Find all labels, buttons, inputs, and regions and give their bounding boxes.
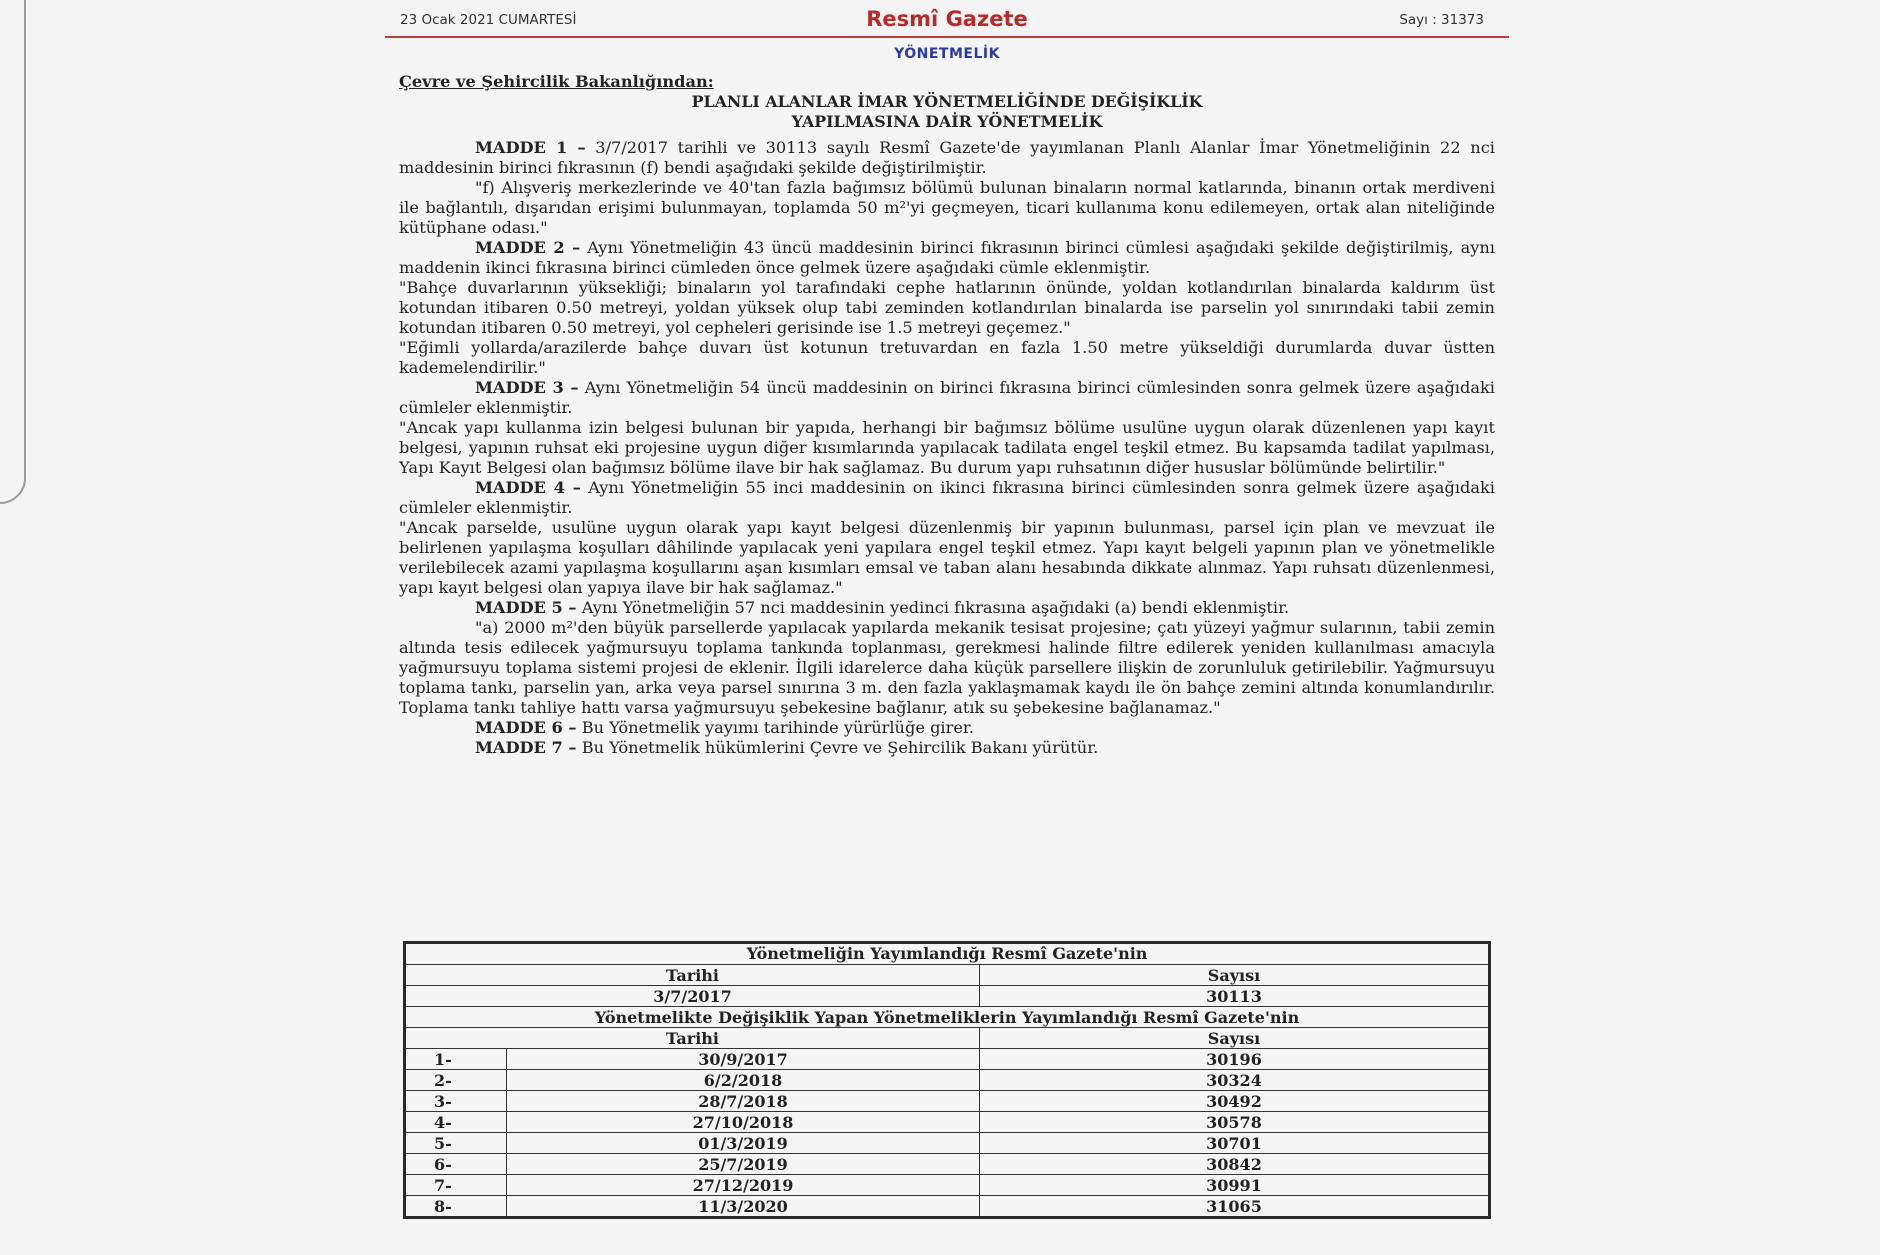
table-row bbox=[405, 1091, 1490, 1112]
article-3 bbox=[399, 378, 1495, 418]
table-cell-no: 4- bbox=[405, 1112, 507, 1133]
table-row bbox=[405, 1112, 1490, 1133]
table-cell-no: 8- bbox=[405, 1196, 507, 1218]
table-row bbox=[405, 1049, 1490, 1070]
table-cell-number: 31065 bbox=[980, 1196, 1490, 1218]
table-cell-orig-number: 30113 bbox=[980, 986, 1490, 1007]
article-2-quote-2: "Eğimli yollarda/arazilerde bahçe duvarı üst kotunun tretuvardan en fazla 1.50 metre yükseldiği durumlarda duvar üstten kademelendirilir." bbox=[399, 338, 1495, 377]
article-2-text: Aynı Yönetmeliğin 43 üncü maddesinin birinci fıkrasının birinci cümlesi aşağıdaki şekilde değiştirilmiş, aynı maddenin ikinci fıkrasına birinci cümleden önce gelmek üzere aşağıdaki cümle eklenmiştir. bbox=[399, 238, 1495, 277]
table-col-date-2: Tarihi bbox=[405, 1028, 980, 1049]
article-7-text: Bu Yönetmelik hükümlerini Çevre ve Şehircilik Bakanı yürütür. bbox=[581, 738, 1099, 757]
table-cell-date: 6/2/2018 bbox=[507, 1070, 980, 1091]
table-row-original bbox=[405, 986, 1490, 1007]
article-2-quote-1: "Bahçe duvarlarının yüksekliği; binaların yol tarafındaki cephe hatlarının önünde, yoldan kotlandırılan binalarda kaldırım üst kotundan itibaren 0.50 metreyi, yoldan yüksek olup tabi zeminden kotlandırılan binalarda ise parselin yol sınırındaki tabii zemin kotundan itibaren 0.50 metreyi, yol cepheleri gerisinde ise 1.5 metreyi geçemez." bbox=[399, 278, 1495, 337]
article-1-label: MADDE 1 – bbox=[475, 138, 586, 157]
table-row bbox=[405, 1154, 1490, 1175]
regulation-title-line-2: YAPILMASINA DAİR YÖNETMELİK bbox=[791, 112, 1103, 131]
table-cell-date: 27/12/2019 bbox=[507, 1175, 980, 1196]
article-6-text: Bu Yönetmelik yayımı tarihinde yürürlüğe girer. bbox=[581, 718, 975, 737]
section-label: YÖNETMELİK bbox=[894, 46, 1000, 62]
article-1-quote: "f) Alışveriş merkezlerinde ve 40'tan fazla bağımsız bölümü bulunan binaların normal katlarında, binanın ortak merdiveni ile bağlantılı, dışarıdan erişimi bulunmayan, toplamda 50 m²'yi geçmeyen, ticari kullanıma konu edilemeyen, ortak alan niteliğinde kütüphane odası." bbox=[399, 178, 1495, 237]
table-cell-no: 6- bbox=[405, 1154, 507, 1175]
article-3-label: MADDE 3 – bbox=[475, 378, 579, 397]
regulation-title-line-1: PLANLI ALANLAR İMAR YÖNETMELİĞİNDE DEĞİŞİKLİK bbox=[691, 92, 1203, 111]
table-cell-no: 7- bbox=[405, 1175, 507, 1196]
article-3-text: Aynı Yönetmeliğin 54 üncü maddesinin on birinci fıkrasına birinci cümlesinden sonra gelmek üzere aşağıdaki cümleler eklenmiştir. bbox=[399, 378, 1495, 417]
table-cell-date: 27/10/2018 bbox=[507, 1112, 980, 1133]
table-row bbox=[405, 1175, 1490, 1196]
article-4-text: Aynı Yönetmeliğin 55 inci maddesinin on ikinci fıkrasına birinci cümlesinden sonra gelmek üzere aşağıdaki cümleler eklenmiştir. bbox=[399, 478, 1495, 517]
table-col-number-2: Sayısı bbox=[980, 1028, 1490, 1049]
table-header-row-2 bbox=[405, 1007, 1490, 1028]
table-header-row-1 bbox=[405, 943, 1490, 965]
issue-number: Sayı : 31373 bbox=[1399, 12, 1484, 28]
table-cell-number: 30324 bbox=[980, 1070, 1490, 1091]
window-edge-bracket bbox=[0, 0, 26, 504]
table-cell-number: 30842 bbox=[980, 1154, 1490, 1175]
table-cell-no: 2- bbox=[405, 1070, 507, 1091]
table-col-number-1: Sayısı bbox=[980, 965, 1490, 986]
article-6-label: MADDE 6 – bbox=[475, 718, 577, 737]
masthead bbox=[385, 0, 1509, 38]
table-cell-number: 30578 bbox=[980, 1112, 1490, 1133]
article-5-label: MADDE 5 – bbox=[475, 598, 577, 617]
table-col-header-row-2 bbox=[405, 1028, 1490, 1049]
table-cell-date: 11/3/2020 bbox=[507, 1196, 980, 1218]
table-cell-date: 30/9/2017 bbox=[507, 1049, 980, 1070]
regulation-body bbox=[399, 72, 1495, 758]
article-5 bbox=[399, 598, 1495, 618]
ministry-line: Çevre ve Şehircilik Bakanlığından: bbox=[399, 72, 714, 91]
article-7 bbox=[399, 738, 1495, 758]
amendments-table bbox=[403, 941, 1491, 1219]
article-5-quote: "a) 2000 m²'den büyük parsellerde yapılacak yapılarda mekanik tesisat projesine; çatı yüzeyi yağmur sularının, tabii zemin altında tesis edilecek yağmursuyu toplama tankında toplanması, gerekmesi halinde filtre edilerek yeniden kullanılması amacıyla yağmursuyu toplama sistemi projesi de eklenir. İlgili idarelerce daha küçük parsellere ilişkin de zorunluluk getirilebilir. Yağmursuyu toplama tankı, parselin yan, arka veya parsel sınırına 3 m. den fazla yaklaşmamak kaydı ile ön bahçe zemini altında konumlandırılır. Toplama tankı tahliye hattı varsa yağmursuyu şebekesine bağlanır, atık su şebekesine bağlanamaz." bbox=[399, 618, 1495, 717]
article-6 bbox=[399, 718, 1495, 738]
article-4 bbox=[399, 478, 1495, 518]
table-cell-no: 1- bbox=[405, 1049, 507, 1070]
table-row bbox=[405, 1133, 1490, 1154]
table-cell-number: 30196 bbox=[980, 1049, 1490, 1070]
table-col-header-row-1 bbox=[405, 965, 1490, 986]
table-cell-no: 5- bbox=[405, 1133, 507, 1154]
table-row bbox=[405, 1196, 1490, 1218]
table-cell-number: 30701 bbox=[980, 1133, 1490, 1154]
table-cell-no: 3- bbox=[405, 1091, 507, 1112]
table-row bbox=[405, 1070, 1490, 1091]
table-cell-date: 01/3/2019 bbox=[507, 1133, 980, 1154]
table-header-original bbox=[405, 943, 1490, 965]
article-3-quote: "Ancak yapı kullanma izin belgesi bulunan bir yapıda, herhangi bir bağımsız bölüme usulüne uygun olarak düzenlenen yapı kayıt belgesi, yapının ruhsat eki projesine uygun diğer kısımlarında yapılacak tadilata engel teşkil etmez. Bu kapsamda tadilat yapılması, Yapı Kayıt Belgesi olan bağımsız bölüme ilave bir hak sağlamaz. Bu durum yapı ruhsatının diğer hususlar bölümünde belirtilir." bbox=[399, 418, 1495, 477]
table-cell-number: 30492 bbox=[980, 1091, 1490, 1112]
regulation-title bbox=[399, 92, 1495, 132]
article-1-text: 3/7/2017 tarihli ve 30113 sayılı Resmî Gazete'de yayımlanan Planlı Alanlar İmar Yönetmeliğinin 22 nci maddesinin birinci fıkrasının (f) bendi aşağıdaki şekilde değiştirilmiştir. bbox=[399, 138, 1495, 177]
article-2-label: MADDE 2 – bbox=[475, 238, 581, 257]
gazette-title: Resmî Gazete bbox=[866, 7, 1028, 31]
issue-date: 23 Ocak 2021 CUMARTESİ bbox=[400, 12, 577, 28]
article-4-quote: "Ancak parselde, usulüne uygun olarak yapı kayıt belgesi düzenlenmiş bir yapının bulunması, parsel için plan ve mevzuat ile belirlenen yapılaşma koşulları dâhilinde yapılacak yeni yapılara engel teşkil etmez. Yapı kayıt belgeli yapının plan ve yönetmelikle verilebilecek azami yapılaşma koşullarını aşan kısımları emsal ve taban alanı hesabında dikkate alınmaz. Yapı ruhsatı düzenlenmesi, yapı kayıt belgesi olan yapıya ilave bir hak sağlamaz." bbox=[399, 518, 1495, 597]
table-col-date-1: Tarihi bbox=[405, 965, 980, 986]
article-7-label: MADDE 7 – bbox=[475, 738, 577, 757]
article-1 bbox=[399, 138, 1495, 178]
table-cell-orig-date: 3/7/2017 bbox=[405, 986, 980, 1007]
table-header-amendments: Yönetmelikte Değişiklik Yapan Yönetmeliklerin Yayımlandığı Resmî Gazete'nin bbox=[405, 1007, 1490, 1028]
table-cell-date: 25/7/2019 bbox=[507, 1154, 980, 1175]
table-cell-number: 30991 bbox=[980, 1175, 1490, 1196]
gazette-page bbox=[385, 0, 1509, 1255]
article-4-label: MADDE 4 – bbox=[475, 478, 581, 497]
article-5-text: Aynı Yönetmeliğin 57 nci maddesinin yedinci fıkrasına aşağıdaki (a) bendi eklenmiştir. bbox=[581, 598, 1290, 617]
table-cell-date: 28/7/2018 bbox=[507, 1091, 980, 1112]
article-2 bbox=[399, 238, 1495, 278]
table-header-original-title: Yönetmeliğin Yayımlandığı Resmî Gazete'nin bbox=[746, 944, 1148, 963]
